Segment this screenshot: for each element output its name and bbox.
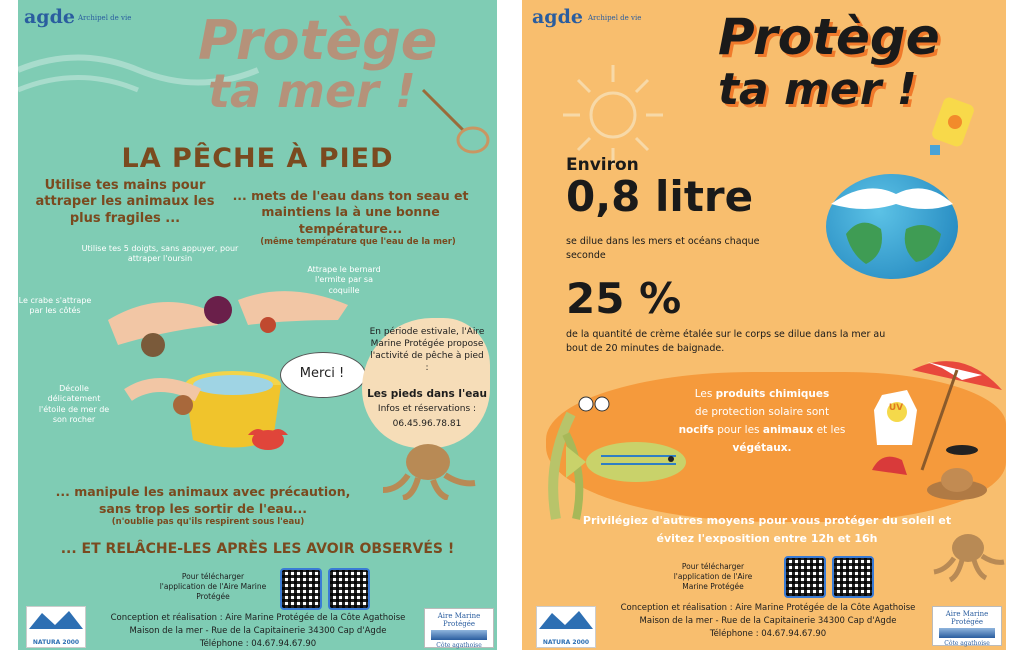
note-hermit: Attrape le bernard l'ermite par sa coquille — [307, 265, 381, 295]
uv-label: UV — [888, 403, 904, 413]
aire-marine-protegee-logo: Aire Marine Protégée Côte agathoise — [424, 608, 494, 648]
footer-credits: Conception et réalisation : Aire Marine Protégée de la Côte Agathoise Maison de la mer - Rue de la Capitainerie 34300 Cap d'Agde Téléphone : 04.67.94.67.90 — [620, 603, 916, 640]
page-heading: LA PÊCHE À PIED — [121, 143, 394, 174]
agde-logo: agde — [24, 6, 75, 28]
tip-water: ... mets de l'eau dans ton seau et maintiens la à une bonne température... — [232, 188, 469, 236]
tip-handle: ... manipule les animaux avec précaution, sans trop les sortir de l'eau... — [55, 484, 351, 516]
natura-2000-logo: NATURA 2000 — [26, 606, 86, 648]
qr-code-ios[interactable] — [832, 556, 874, 598]
title-line2: ta mer ! — [208, 64, 416, 118]
stat-liters-desc: se dilue dans les mers et océans chaque seconde — [566, 236, 760, 261]
title-line1: Protège — [718, 8, 940, 66]
poster-peche-a-pied — [18, 0, 497, 650]
chemicals-text: Les produits chimiques de protection solaire sont nocifs pour les animaux et les végétaux. — [678, 388, 846, 454]
note-starfish: Décolle délicatement l'étoile de mer de son rocher — [38, 384, 110, 425]
title-line1: Protège — [198, 9, 438, 72]
info-event: Les pieds dans l'eau — [367, 388, 487, 400]
aire-marine-protegee-logo: Aire Marine Protégée Côte agathoise — [932, 606, 1002, 646]
tip-handle-note: (n'oublie pas qu'ils respirent sous l'eau) — [111, 517, 305, 527]
tip-water-note: (même température que l'eau de la mer) — [260, 237, 456, 247]
footer-credits: Conception et réalisation : Aire Marine Protégée de la Côte Agathoise Maison de la mer - Rue de la Capitainerie 34300 Cap d'Agde Téléphone : 04.67.94.67.90 — [110, 613, 406, 650]
stat-value-liters: 0,8 litre — [566, 172, 754, 221]
tip-release: ... ET RELÂCHE-LES APRÈS LES AVOIR OBSERVÉS ! — [60, 541, 455, 557]
earth-continents — [826, 174, 958, 279]
agde-logo-subtitle: Archipel de vie — [78, 14, 132, 22]
octopus-icon — [932, 528, 1006, 590]
info-text: En période estivale, l'Aire Marine Protégée propose l'activité de pêche à pied : — [369, 327, 485, 374]
beach-items-illustration — [862, 350, 1006, 520]
info-phone[interactable]: 06.45.96.78.81 — [392, 419, 462, 429]
stat-intro: Environ — [566, 155, 639, 175]
tip-hands: Utilise tes mains pour attraper les animaux les plus fragiles ... — [35, 178, 215, 226]
note-urchin: Utilise tes 5 doigts, sans appuyer, pour attraper l'oursin — [81, 244, 239, 264]
stat-percent-desc: de la quantité de crème étalée sur le corps se dilue dans la mer au bout de 20 minutes de baignade. — [566, 329, 886, 355]
info-reservations: Infos et réservations : — [377, 404, 477, 414]
app-download-text: Pour télécharger l'application de l'Aire Marine Protégée — [159, 572, 267, 601]
qr-code-android[interactable] — [784, 556, 826, 598]
natura-2000-logo: NATURA 2000 — [536, 606, 596, 648]
qr-code-android[interactable] — [280, 568, 322, 610]
advice-text: Privilégiez d'autres moyens pour vous protéger du soleil et évitez l'exposition entre 12h et 16h — [582, 514, 952, 545]
octopus-icon — [373, 440, 493, 500]
sunscreen-bottle-icon — [922, 95, 982, 165]
agde-logo-subtitle: Archipel de vie — [588, 14, 642, 22]
qr-code-ios[interactable] — [328, 568, 370, 610]
speech-bubble-text: Merci ! — [299, 366, 345, 381]
stat-value-percent: 25 % — [566, 274, 682, 323]
app-download-text: Pour télécharger l'application de l'Aire Marine Protégée — [673, 562, 753, 591]
note-crab: Le crabe s'attrape par les côtés — [18, 296, 92, 316]
title-line2: ta mer ! — [718, 64, 917, 115]
sun-icon — [558, 60, 668, 170]
poster-creme-solaire — [522, 0, 1006, 650]
agde-logo: agde — [532, 6, 583, 28]
